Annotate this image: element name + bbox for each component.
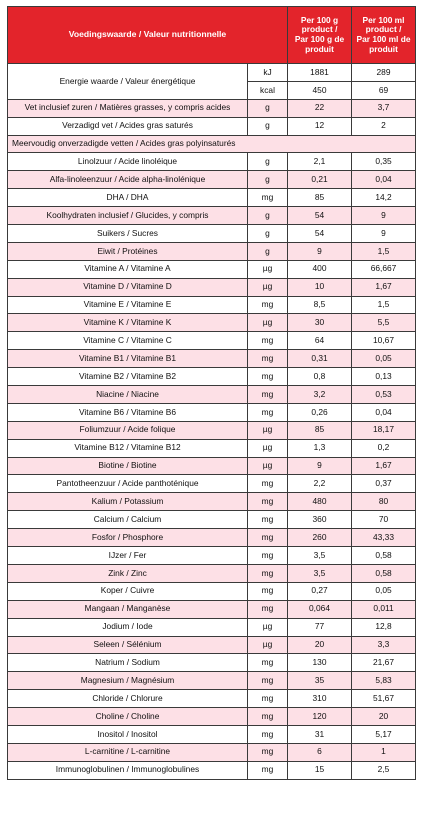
header-per-100g-line3: Par 100 g de — [294, 34, 345, 44]
row-unit: mg — [248, 654, 288, 672]
row-unit: mg — [248, 582, 288, 600]
row-value-per-100ml: 1 — [352, 743, 416, 761]
table-row — [8, 314, 416, 332]
row-label: Chloride / Chlorure — [8, 690, 248, 708]
row-value-per-100ml: 0,04 — [352, 171, 416, 189]
table-row — [8, 708, 416, 726]
table-row — [8, 511, 416, 529]
row-label: Kalium / Potassium — [8, 493, 248, 511]
row-unit: mg — [248, 296, 288, 314]
row-value-per-100g: 0,8 — [288, 368, 352, 386]
table-row — [8, 421, 416, 439]
row-value-per-100g: 31 — [288, 725, 352, 743]
row-label: Verzadigd vet / Acides gras saturés — [8, 117, 248, 135]
row-unit: g — [248, 207, 288, 225]
row-label: Zink / Zinc — [8, 564, 248, 582]
row-unit: mg — [248, 708, 288, 726]
row-unit: mg — [248, 761, 288, 779]
row-value-per-100g: 64 — [288, 332, 352, 350]
row-value-per-100g: 30 — [288, 314, 352, 332]
row-label: Koper / Cuivre — [8, 582, 248, 600]
row-label: Biotine / Biotine — [8, 457, 248, 475]
row-label: Vitamine K / Vitamine K — [8, 314, 248, 332]
row-unit: g — [248, 99, 288, 117]
row-label: Jodium / Iode — [8, 618, 248, 636]
row-value-per-100ml: 43,33 — [352, 529, 416, 547]
row-unit: µg — [248, 278, 288, 296]
row-label: Vitamine D / Vitamine D — [8, 278, 248, 296]
row-value-per-100ml: 1,67 — [352, 457, 416, 475]
table-row — [8, 117, 416, 135]
nutrition-table-container — [7, 6, 415, 780]
table-row — [8, 278, 416, 296]
row-unit: µg — [248, 314, 288, 332]
row-unit: g — [248, 117, 288, 135]
row-unit: mg — [248, 529, 288, 547]
table-row — [8, 171, 416, 189]
row-value-per-100g: 35 — [288, 672, 352, 690]
row-value-per-100g: 54 — [288, 207, 352, 225]
row-value-per-100ml: 20 — [352, 708, 416, 726]
row-label: Koolhydraten inclusief / Glucides, y compris — [8, 207, 248, 225]
row-value-per-100g: 0,31 — [288, 350, 352, 368]
header-row — [8, 7, 416, 64]
table-row — [8, 332, 416, 350]
energy-label: Energie waarde / Valeur énergétique — [8, 64, 248, 100]
table-row — [8, 725, 416, 743]
table-row — [8, 135, 416, 153]
row-value-per-100g: 360 — [288, 511, 352, 529]
row-value-per-100g: 0,26 — [288, 403, 352, 421]
row-label: Linolzuur / Acide linoléique — [8, 153, 248, 171]
row-unit: g — [248, 171, 288, 189]
row-label: Immunoglobulinen / Immunoglobulines — [8, 761, 248, 779]
table-row — [8, 189, 416, 207]
row-label: Seleen / Sélénium — [8, 636, 248, 654]
table-row — [8, 350, 416, 368]
row-label: Vitamine B6 / Vitamine B6 — [8, 403, 248, 421]
row-value-per-100ml: 2,5 — [352, 761, 416, 779]
row-value-per-100ml: 12,8 — [352, 618, 416, 636]
row-label: Meervoudig onverzadigde vetten / Acides gras polyinsaturés — [8, 135, 416, 153]
row-value-per-100ml: 3,3 — [352, 636, 416, 654]
row-unit: µg — [248, 636, 288, 654]
row-unit: mg — [248, 368, 288, 386]
table-row — [8, 547, 416, 565]
header-per-100ml-line4: produit — [369, 43, 398, 54]
row-value-per-100g: 85 — [288, 421, 352, 439]
row-label: Inositol / Inositol — [8, 725, 248, 743]
row-value-per-100g: 3,5 — [288, 547, 352, 565]
row-unit: µg — [248, 421, 288, 439]
table-row — [8, 529, 416, 547]
row-value-per-100ml: 0,05 — [352, 582, 416, 600]
header-per-100ml-line3: Par 100 ml de — [356, 34, 411, 44]
table-row — [8, 636, 416, 654]
row-value-per-100g: 85 — [288, 189, 352, 207]
row-value-per-100g: 1,3 — [288, 439, 352, 457]
row-label: Vet inclusief zuren / Matières grasses, y compris acides — [8, 99, 248, 117]
row-value-per-100ml: 14,2 — [352, 189, 416, 207]
table-row — [8, 99, 416, 117]
row-value-per-100g: 260 — [288, 529, 352, 547]
row-value-per-100ml: 0,011 — [352, 600, 416, 618]
row-value-per-100ml: 0,2 — [352, 439, 416, 457]
row-value-per-100ml: 0,05 — [352, 350, 416, 368]
row-unit: g — [248, 242, 288, 260]
nutrition-table — [7, 6, 416, 780]
energy-kcal-per-100g: 450 — [288, 81, 352, 99]
row-value-per-100ml: 0,58 — [352, 547, 416, 565]
header-per-100ml — [352, 7, 416, 64]
row-unit: g — [248, 153, 288, 171]
row-value-per-100ml: 0,35 — [352, 153, 416, 171]
table-row — [8, 582, 416, 600]
row-value-per-100g: 54 — [288, 225, 352, 243]
row-value-per-100g: 20 — [288, 636, 352, 654]
row-value-per-100ml: 0,04 — [352, 403, 416, 421]
row-label: Vitamine A / Vitamine A — [8, 260, 248, 278]
row-value-per-100g: 8,5 — [288, 296, 352, 314]
row-value-per-100ml: 9 — [352, 225, 416, 243]
table-row — [8, 743, 416, 761]
row-value-per-100ml: 70 — [352, 511, 416, 529]
header-per-100g-line2: product / — [301, 24, 338, 35]
table-row — [8, 207, 416, 225]
table-row — [8, 457, 416, 475]
row-value-per-100ml: 0,37 — [352, 475, 416, 493]
row-unit: mg — [248, 493, 288, 511]
row-value-per-100g: 15 — [288, 761, 352, 779]
row-label: Vitamine B1 / Vitamine B1 — [8, 350, 248, 368]
row-label: Foliumzuur / Acide folique — [8, 421, 248, 439]
table-row — [8, 493, 416, 511]
row-value-per-100ml: 1,5 — [352, 242, 416, 260]
row-value-per-100g: 480 — [288, 493, 352, 511]
energy-kj-per-100g: 1881 — [288, 64, 352, 82]
table-row — [8, 242, 416, 260]
table-row — [8, 690, 416, 708]
row-value-per-100ml: 1,67 — [352, 278, 416, 296]
row-unit: mg — [248, 475, 288, 493]
table-row — [8, 600, 416, 618]
row-value-per-100g: 2,2 — [288, 475, 352, 493]
row-unit: mg — [248, 564, 288, 582]
row-value-per-100g: 0,27 — [288, 582, 352, 600]
row-label: Choline / Choline — [8, 708, 248, 726]
row-label: Magnesium / Magnésium — [8, 672, 248, 690]
row-unit: mg — [248, 725, 288, 743]
row-unit: µg — [248, 618, 288, 636]
table-row — [8, 475, 416, 493]
table-row — [8, 654, 416, 672]
energy-kj-per-100ml: 289 — [352, 64, 416, 82]
table-row — [8, 225, 416, 243]
row-unit: µg — [248, 260, 288, 278]
row-unit: mg — [248, 672, 288, 690]
row-value-per-100g: 9 — [288, 457, 352, 475]
row-value-per-100g: 10 — [288, 278, 352, 296]
row-value-per-100ml: 1,5 — [352, 296, 416, 314]
table-row — [8, 618, 416, 636]
header-per-100g-line4: produit — [305, 43, 334, 54]
energy-kcal-per-100ml: 69 — [352, 81, 416, 99]
row-label: Niacine / Niacine — [8, 386, 248, 404]
table-row — [8, 368, 416, 386]
row-label: Vitamine B12 / Vitamine B12 — [8, 439, 248, 457]
row-unit: mg — [248, 743, 288, 761]
table-row — [8, 761, 416, 779]
row-unit: mg — [248, 386, 288, 404]
row-value-per-100ml: 0,13 — [352, 368, 416, 386]
header-per-100ml-line1: Per 100 ml — [362, 14, 405, 25]
row-value-per-100g: 12 — [288, 117, 352, 135]
header-per-100g — [288, 7, 352, 64]
table-row — [8, 386, 416, 404]
row-value-per-100ml: 5,5 — [352, 314, 416, 332]
table-row — [8, 672, 416, 690]
table-row — [8, 564, 416, 582]
header-per-100g-line1: Per 100 g — [300, 14, 339, 25]
row-label: Natrium / Sodium — [8, 654, 248, 672]
row-label: Vitamine E / Vitamine E — [8, 296, 248, 314]
table-row — [8, 260, 416, 278]
energy-row-kj — [8, 64, 416, 82]
row-value-per-100g: 2,1 — [288, 153, 352, 171]
row-label: Vitamine B2 / Vitamine B2 — [8, 368, 248, 386]
row-value-per-100ml: 3,7 — [352, 99, 416, 117]
row-value-per-100ml: 0,53 — [352, 386, 416, 404]
row-label: Suikers / Sucres — [8, 225, 248, 243]
row-label: L-carnitine / L-carnitine — [8, 743, 248, 761]
row-value-per-100ml: 66,667 — [352, 260, 416, 278]
row-value-per-100g: 310 — [288, 690, 352, 708]
row-value-per-100g: 0,21 — [288, 171, 352, 189]
row-value-per-100g: 400 — [288, 260, 352, 278]
row-value-per-100g: 120 — [288, 708, 352, 726]
row-value-per-100ml: 0,58 — [352, 564, 416, 582]
row-value-per-100ml: 80 — [352, 493, 416, 511]
row-value-per-100ml: 21,67 — [352, 654, 416, 672]
row-value-per-100g: 0,064 — [288, 600, 352, 618]
row-label: Alfa-linoleenzuur / Acide alpha-linolénique — [8, 171, 248, 189]
row-label: Mangaan / Manganèse — [8, 600, 248, 618]
table-row — [8, 403, 416, 421]
row-label: Pantotheenzuur / Acide panthoténique — [8, 475, 248, 493]
row-label: Calcium / Calcium — [8, 511, 248, 529]
row-value-per-100ml: 5,17 — [352, 725, 416, 743]
row-label: DHA / DHA — [8, 189, 248, 207]
row-value-per-100g: 77 — [288, 618, 352, 636]
row-value-per-100ml: 18,17 — [352, 421, 416, 439]
row-value-per-100ml: 9 — [352, 207, 416, 225]
row-unit: mg — [248, 189, 288, 207]
row-label: Fosfor / Phosphore — [8, 529, 248, 547]
row-value-per-100ml: 2 — [352, 117, 416, 135]
row-unit: mg — [248, 332, 288, 350]
table-row — [8, 439, 416, 457]
row-unit: mg — [248, 690, 288, 708]
row-unit: µg — [248, 457, 288, 475]
row-unit: g — [248, 225, 288, 243]
row-value-per-100g: 3,2 — [288, 386, 352, 404]
row-value-per-100ml: 5,83 — [352, 672, 416, 690]
header-label: Voedingswaarde / Valeur nutritionnelle — [8, 7, 288, 64]
row-value-per-100ml: 51,67 — [352, 690, 416, 708]
row-unit: µg — [248, 439, 288, 457]
row-unit: mg — [248, 403, 288, 421]
row-value-per-100g: 9 — [288, 242, 352, 260]
row-value-per-100g: 22 — [288, 99, 352, 117]
row-label: Vitamine C / Vitamine C — [8, 332, 248, 350]
row-value-per-100ml: 10,67 — [352, 332, 416, 350]
header-per-100ml-line2: product / — [365, 24, 402, 35]
row-unit: mg — [248, 511, 288, 529]
row-value-per-100g: 3,5 — [288, 564, 352, 582]
table-row — [8, 153, 416, 171]
row-value-per-100g: 6 — [288, 743, 352, 761]
row-label: Eiwit / Protéines — [8, 242, 248, 260]
row-unit: mg — [248, 547, 288, 565]
table-row — [8, 296, 416, 314]
energy-unit-kj: kJ — [248, 64, 288, 82]
row-unit: mg — [248, 600, 288, 618]
row-value-per-100g: 130 — [288, 654, 352, 672]
row-unit: mg — [248, 350, 288, 368]
energy-unit-kcal: kcal — [248, 81, 288, 99]
row-label: IJzer / Fer — [8, 547, 248, 565]
